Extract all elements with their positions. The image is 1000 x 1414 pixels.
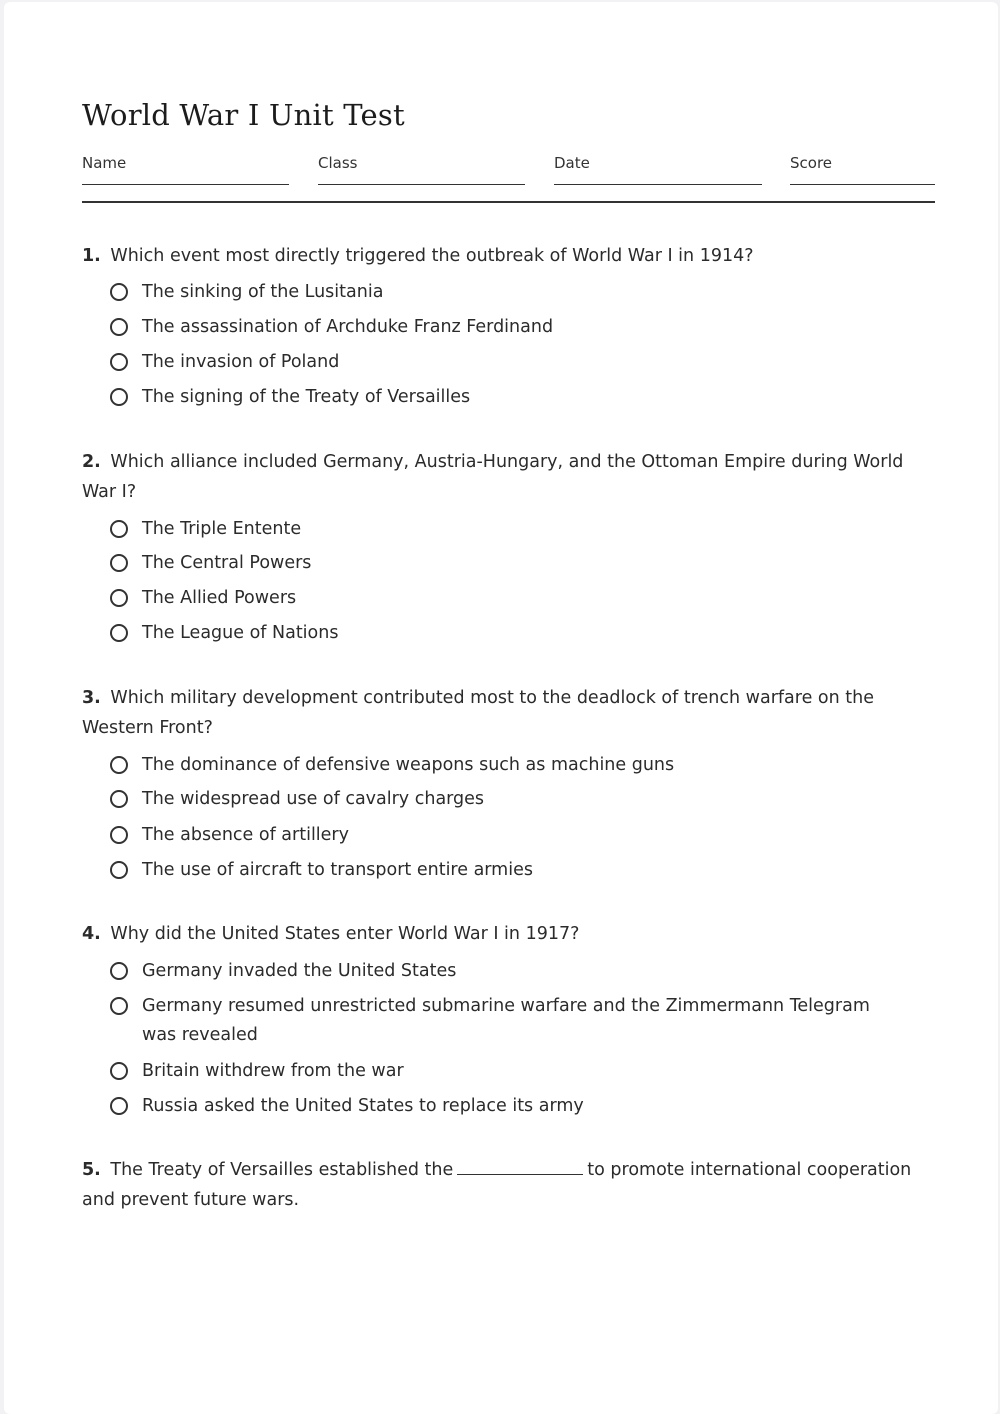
option-label: The sinking of the Lusitania: [142, 282, 384, 302]
question-2: [82, 447, 922, 507]
fill-in-blank[interactable]: [457, 1173, 583, 1175]
radio-button-icon[interactable]: [110, 318, 128, 336]
question-text-after: to promote international cooperation and prevent future wars.: [82, 1160, 912, 1210]
score-field[interactable]: [790, 154, 935, 185]
answer-option[interactable]: [110, 584, 902, 613]
question-text: Which alliance included Germany, Austria-Hungary, and the Ottoman Empire during World War I?: [82, 452, 904, 502]
score-label: Score: [790, 154, 833, 172]
answer-option[interactable]: [110, 785, 902, 814]
radio-button-icon[interactable]: [110, 624, 128, 642]
question-text: Which military development contributed most to the deadlock of trench warfare on the Western Front?: [82, 688, 874, 738]
option-label: The Allied Powers: [142, 588, 297, 608]
option-label: The assassination of Archduke Franz Ferdinand: [142, 317, 554, 337]
radio-button-icon[interactable]: [110, 1062, 128, 1080]
radio-button-icon[interactable]: [110, 353, 128, 371]
radio-button-icon[interactable]: [110, 388, 128, 406]
radio-button-icon[interactable]: [110, 790, 128, 808]
answer-option[interactable]: [110, 1092, 902, 1121]
option-label: The League of Nations: [142, 623, 339, 643]
date-field[interactable]: [554, 154, 762, 185]
radio-button-icon[interactable]: [110, 962, 128, 980]
radio-button-icon[interactable]: [110, 520, 128, 538]
question-3: [82, 683, 922, 743]
radio-button-icon[interactable]: [110, 589, 128, 607]
question-number: 3.: [82, 688, 101, 708]
radio-button-icon[interactable]: [110, 554, 128, 572]
radio-button-icon[interactable]: [110, 756, 128, 774]
question-5: [82, 1155, 912, 1215]
question-text-before: The Treaty of Versailles established the: [110, 1160, 454, 1180]
option-label: The Central Powers: [142, 553, 312, 573]
radio-button-icon[interactable]: [110, 283, 128, 301]
option-label: The signing of the Treaty of Versailles: [142, 387, 471, 407]
radio-button-icon[interactable]: [110, 1097, 128, 1115]
name-label: Name: [82, 154, 127, 172]
answer-option[interactable]: [110, 348, 902, 377]
question-number: 4.: [82, 924, 101, 944]
answer-option[interactable]: [110, 992, 902, 1050]
class-label: Class: [318, 154, 358, 172]
option-label: The widespread use of cavalry charges: [142, 789, 485, 809]
name-field[interactable]: [82, 154, 289, 185]
question-number: 1.: [82, 246, 101, 266]
answer-option[interactable]: [110, 856, 902, 885]
class-field[interactable]: [318, 154, 525, 185]
question-text: Why did the United States enter World War I in 1917?: [110, 924, 580, 944]
answer-option[interactable]: [110, 619, 902, 648]
question-1: [82, 241, 922, 271]
answer-option[interactable]: [110, 1057, 902, 1086]
option-label: Britain withdrew from the war: [142, 1061, 404, 1081]
question-number: 2.: [82, 452, 101, 472]
option-label: The Triple Entente: [142, 519, 302, 539]
answer-option[interactable]: [110, 821, 902, 850]
option-label: Germany resumed unrestricted submarine warfare and the Zimmermann Telegram was revealed: [142, 996, 870, 1045]
answer-option[interactable]: [110, 278, 902, 307]
option-label: Germany invaded the United States: [142, 961, 457, 981]
question-4: [82, 919, 922, 949]
radio-button-icon[interactable]: [110, 997, 128, 1015]
answer-option[interactable]: [110, 515, 902, 544]
question-number: 5.: [82, 1160, 101, 1180]
page-title: World War I Unit Test: [82, 98, 405, 132]
header-divider: [82, 201, 935, 203]
answer-option[interactable]: [110, 751, 902, 780]
option-label: Russia asked the United States to replace its army: [142, 1096, 584, 1116]
option-label: The absence of artillery: [142, 825, 349, 845]
answer-option[interactable]: [110, 957, 902, 986]
option-label: The invasion of Poland: [142, 352, 340, 372]
radio-button-icon[interactable]: [110, 861, 128, 879]
date-label: Date: [554, 154, 590, 172]
question-text: Which event most directly triggered the outbreak of World War I in 1914?: [110, 246, 754, 266]
option-label: The use of aircraft to transport entire armies: [142, 860, 533, 880]
option-label: The dominance of defensive weapons such as machine guns: [142, 755, 675, 775]
answer-option[interactable]: [110, 383, 902, 412]
answer-option[interactable]: [110, 549, 902, 578]
radio-button-icon[interactable]: [110, 826, 128, 844]
worksheet-page: [4, 2, 998, 1414]
answer-option[interactable]: [110, 313, 902, 342]
